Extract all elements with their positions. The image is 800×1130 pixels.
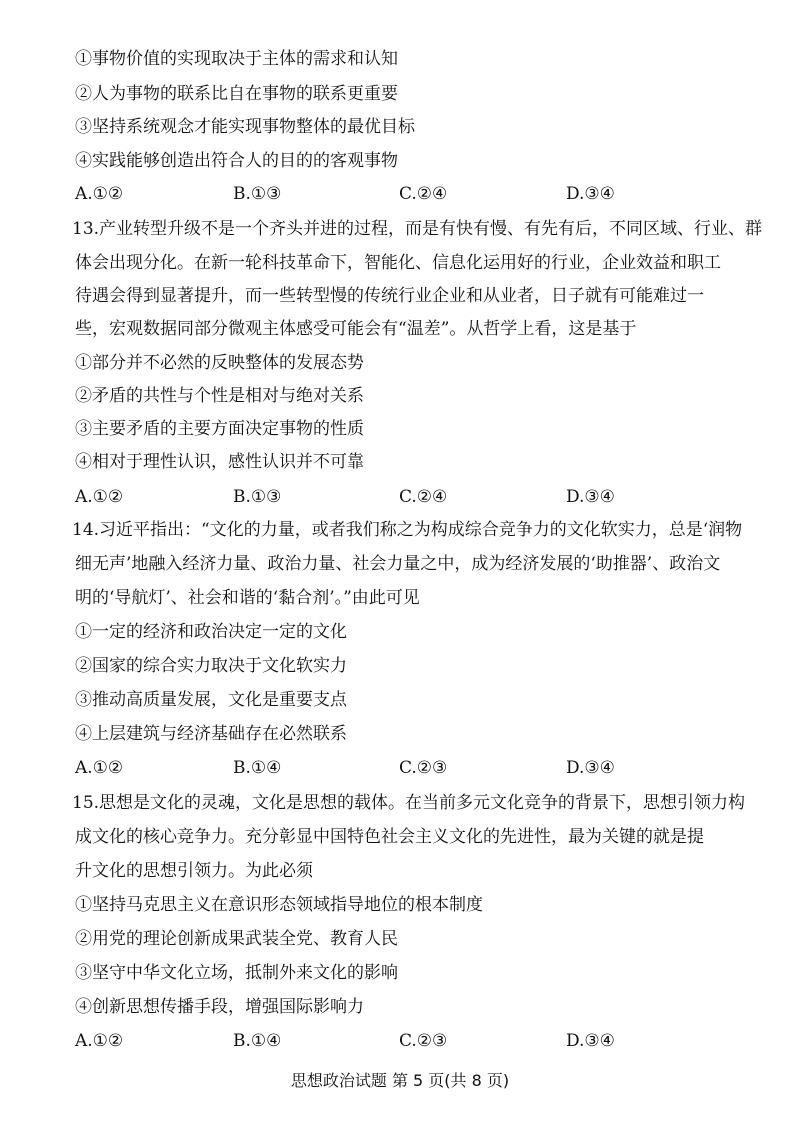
q15-statement-2: ②用党的理论创新成果武装全党、教育人民 bbox=[75, 929, 398, 949]
q13-option-a: A.①② bbox=[75, 487, 124, 507]
q12-statement-4: ④实践能够创造出符合人的目的的客观事物 bbox=[75, 151, 398, 171]
q12-statement-3: ③坚持系统观念才能实现事物整体的最优目标 bbox=[75, 117, 415, 137]
q14-option-a: A.①② bbox=[75, 758, 124, 778]
q14-statement-3: ③推动高质量发展，文化是重要支点 bbox=[75, 690, 347, 710]
q14-stem-line-1: 14.习近平指出：“文化的力量，或者我们称之为构成综合竞争力的文化软实力，总是‘润物 bbox=[72, 520, 743, 540]
q14-options bbox=[75, 757, 783, 779]
q15-option-b: B.①④ bbox=[233, 1031, 282, 1051]
q15-option-a: A.①② bbox=[75, 1031, 124, 1051]
q13-stem-line-1: 13.产业转型升级不是一个齐头并进的过程，而是有快有慢、有先有后，不同区域、行业、群 bbox=[72, 219, 763, 239]
q13-stem-line-2: 体会出现分化。在新一轮科技革命下，智能化、信息化运用好的行业，企业效益和职工 bbox=[75, 253, 721, 273]
q14-stem-line-3: 明的‘导航灯’、社会和谐的‘黏合剂’。”由此可见 bbox=[75, 588, 420, 608]
q12-option-d: D.③④ bbox=[566, 184, 615, 204]
q15-options bbox=[75, 1030, 783, 1052]
q13-statement-3: ③主要矛盾的主要方面决定事物的性质 bbox=[75, 419, 364, 439]
q13-statement-2: ②矛盾的共性与个性是相对与绝对关系 bbox=[75, 386, 364, 406]
q13-options bbox=[75, 486, 783, 508]
q14-option-d: D.③④ bbox=[566, 758, 615, 778]
q13-option-b: B.①③ bbox=[233, 487, 282, 507]
q15-stem-line-3: 升文化的思想引领力。为此必须 bbox=[75, 861, 313, 881]
q15-option-c: C.②③ bbox=[399, 1031, 448, 1051]
q12-option-b: B.①③ bbox=[233, 184, 282, 204]
q12-option-c: C.②④ bbox=[399, 184, 448, 204]
q15-stem-line-1: 15.思想是文化的灵魂，文化是思想的载体。在当前多元文化竞争的背景下，思想引领力构 bbox=[72, 793, 746, 813]
q14-statement-4: ④上层建筑与经济基础存在必然联系 bbox=[75, 724, 347, 744]
q14-stem-line-2: 细无声’地融入经济力量、政治力量、社会力量之中，成为经济发展的‘助推器’、政治文 bbox=[75, 554, 721, 574]
q14-option-b: B.①④ bbox=[233, 758, 282, 778]
q15-statement-1: ①坚持马克思主义在意识形态领域指导地位的根本制度 bbox=[75, 895, 483, 915]
q12-statement-2: ②人为事物的联系比自在事物的联系更重要 bbox=[75, 84, 398, 104]
q12-options bbox=[75, 183, 783, 205]
q14-option-c: C.②③ bbox=[399, 758, 448, 778]
q13-stem-line-3: 待遇会得到显著提升，而一些转型慢的传统行业企业和从业者，日子就有可能难过一 bbox=[75, 286, 704, 306]
q15-statement-3: ③坚守中华文化立场，抵制外来文化的影响 bbox=[75, 963, 398, 983]
page-footer: 思想政治试题 第 5 页(共 8 页) bbox=[290, 1071, 510, 1090]
q13-statement-4: ④相对于理性认识，感性认识并不可靠 bbox=[75, 452, 364, 472]
q13-option-c: C.②④ bbox=[399, 487, 448, 507]
q12-statement-1: ①事物价值的实现取决于主体的需求和认知 bbox=[75, 49, 398, 69]
q12-option-a: A.①② bbox=[75, 184, 124, 204]
q13-statement-1: ①部分并不必然的反映整体的发展态势 bbox=[75, 353, 364, 373]
q14-statement-1: ①一定的经济和政治决定一定的文化 bbox=[75, 622, 347, 642]
q15-option-d: D.③④ bbox=[566, 1031, 615, 1051]
q13-stem-line-4: 些，宏观数据同部分微观主体感受可能会有“温差”。从哲学上看，这是基于 bbox=[75, 319, 637, 339]
q15-statement-4: ④创新思想传播手段，增强国际影响力 bbox=[75, 997, 364, 1017]
q15-stem-line-2: 成文化的核心竞争力。充分彰显中国特色社会主义文化的先进性，最为关键的就是提 bbox=[75, 827, 704, 847]
q14-statement-2: ②国家的综合实力取决于文化软实力 bbox=[75, 656, 347, 676]
q13-option-d: D.③④ bbox=[566, 487, 615, 507]
